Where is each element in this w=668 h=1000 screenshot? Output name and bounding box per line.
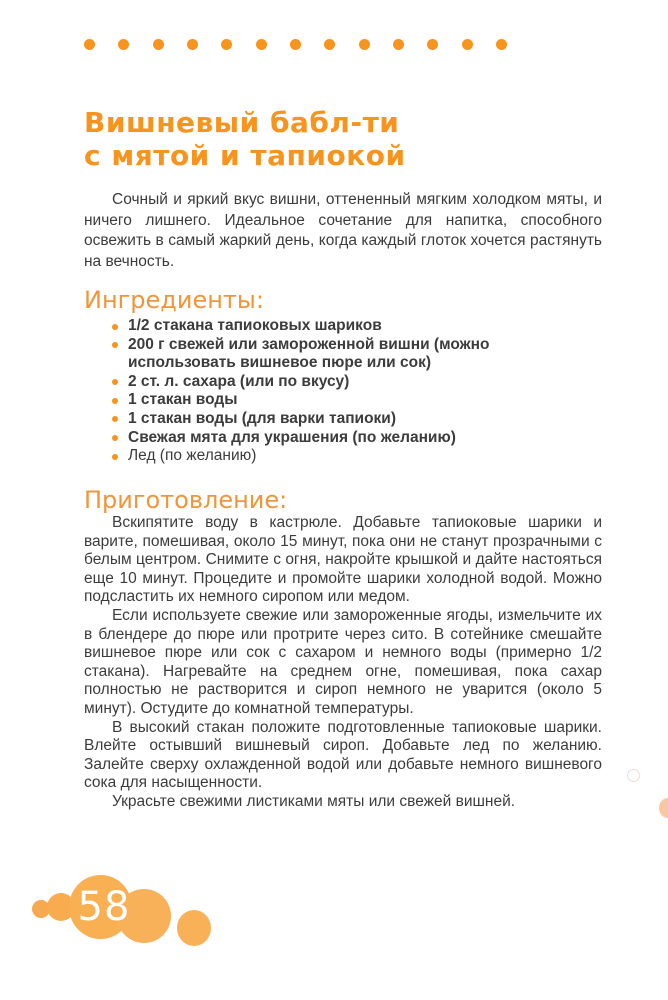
decorative-dots-row (84, 39, 507, 50)
edge-blob-artifact (659, 798, 668, 818)
ingredients-list (110, 317, 588, 466)
dot-icon (84, 39, 95, 50)
ingredient-item (110, 336, 588, 373)
ingredient-item (110, 410, 588, 429)
ingredient-item (110, 317, 588, 336)
edge-ring-artifact (627, 769, 640, 782)
badge-circle (177, 910, 211, 946)
dot-icon (290, 39, 301, 50)
ingredient-item (110, 391, 588, 410)
page-title (84, 106, 406, 172)
dot-icon (256, 39, 267, 50)
ingredient-item (110, 429, 588, 448)
page-number: 58 (77, 884, 131, 930)
ingredient-text: Лед (по желанию) (128, 447, 257, 465)
bullet-icon (112, 435, 118, 441)
preparation-steps (84, 514, 602, 812)
ingredient-text: Свежая мята для украшения (по желанию) (128, 428, 456, 446)
bullet-icon (112, 398, 118, 404)
bullet-icon (112, 416, 118, 422)
page-title-line2: с мятой и тапиокой (84, 139, 406, 172)
bullet-icon (112, 379, 118, 385)
dot-icon (118, 39, 129, 50)
ingredient-text: 1/2 стакана тапиоковых шариков (128, 317, 382, 334)
dot-icon (496, 39, 507, 50)
preparation-step: Украсьте свежими листиками мяты или свежей вишней. (112, 792, 516, 810)
dot-icon (221, 39, 232, 50)
preparation-step: Если используете свежие или замороженные ягоды, измельчите их в блендере до пюре или протрите через сито. В сотейнике смешайте вишневое пюре или сок с сахаром и немного воды (примерно 1/2 стакана). Нагревайте на среднем огне, помешивая, пока сахар полностью не растворится и сироп немного не уварится (около 5 минут). Остудите до комнатной температуры. (84, 606, 602, 717)
recipe-intro: Сочный и яркий вкус вишни, оттененный мягким холодком мяты, и ничего лишнего. Идеальное сочетание для напитка, способного освежить в самый жаркий день, когда каждый глоток хочется растянуть на вечность. (84, 191, 602, 270)
ingredient-item (110, 447, 588, 466)
dot-icon (187, 39, 198, 50)
dot-icon (359, 39, 370, 50)
preparation-step: Вскипятите воду в кастрюле. Добавьте тапиоковые шарики и варите, помешивая, около 15 минут, пока они не станут прозрачными с белым центром. Снимите с огня, накройте крышкой и дайте настояться еще 10 минут. Процедите и промойте шарики холодной водой. Можно подсластить их немного сиропом или медом. (84, 514, 602, 606)
dot-icon (153, 39, 164, 50)
ingredient-text: 2 ст. л. сахара (или по вкусу) (128, 372, 350, 390)
dot-icon (427, 39, 438, 50)
preparation-step: В высокий стакан положите подготовленные тапиоковые шарики. Влейте остывший вишневый сироп. Добавьте лед по желанию. Залейте сверху охлажденной водой или добавьте немного вишневого сока для насыщенности. (84, 718, 602, 792)
preparation-heading: Приготовление: (84, 486, 288, 514)
ingredient-text: 200 г свежей или замороженной вишни (можно использовать вишневое пюре или сок) (128, 335, 490, 372)
bullet-icon (112, 342, 118, 348)
ingredient-item (110, 373, 588, 392)
bullet-icon (112, 454, 118, 460)
ingredient-text: 1 стакан воды (128, 391, 238, 409)
dot-icon (393, 39, 404, 50)
bullet-icon (112, 324, 118, 330)
ingredient-text: 1 стакан воды (для варки тапиоки) (128, 409, 396, 427)
dot-icon (324, 39, 335, 50)
dot-icon (462, 39, 473, 50)
ingredients-heading: Ингредиенты: (84, 286, 264, 314)
page-title-line1: Вишневый бабл-ти (84, 106, 400, 139)
